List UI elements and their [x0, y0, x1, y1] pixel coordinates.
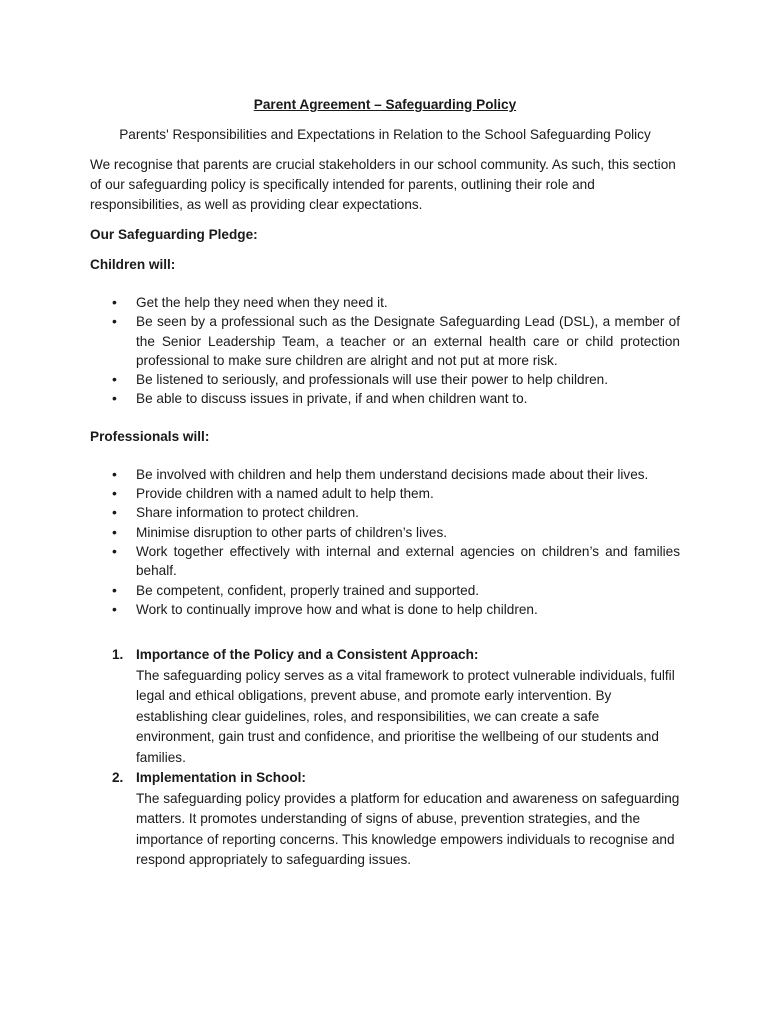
- section-title: Importance of the Policy and a Consistent Approach:: [136, 647, 479, 663]
- document-subtitle: Parents' Responsibilities and Expectations in Relation to the School Safeguarding Policy: [119, 127, 651, 142]
- numbered-section: [90, 768, 680, 871]
- section-body: The safeguarding policy serves as a vital framework to protect vulnerable individuals, fulfil legal and ethical obligations, prevent abuse, and promote early intervention. By establishing clear guidelines, roles, and responsibilities, we can create a safe environment, gain trust and confidence, and prioritise the wellbeing of our students and families.: [136, 667, 675, 765]
- list-item: • Be competent, confident, properly trained and supported.: [90, 581, 680, 600]
- section-title: Implementation in School:: [136, 770, 306, 786]
- section-number: 2.: [112, 770, 124, 786]
- document-title: Parent Agreement – Safeguarding Policy: [253, 97, 517, 112]
- numbered-sections: [90, 645, 680, 871]
- children-heading: Children will:: [90, 257, 176, 272]
- section-body: The safeguarding policy provides a platform for education and awareness on safeguarding matters. It promotes understanding of signs of abuse, prevention strategies, and the importance of reporting concerns. This knowledge empowers individuals to recognise and respond appropriately to safeguarding issues.: [136, 790, 680, 868]
- section-number: 1.: [112, 647, 124, 663]
- list-item: • Get the help they need when they need it.: [90, 293, 680, 312]
- list-item: • Work to continually improve how and what is done to help children.: [90, 600, 680, 619]
- children-list: [90, 293, 680, 409]
- intro-paragraph: We recognise that parents are crucial stakeholders in our school community. As such, this section of our safeguarding policy is specifically intended for parents, outlining their role and responsibilities, as well as providing clear expectations.: [90, 157, 676, 212]
- professionals-list: [90, 465, 680, 619]
- list-item: • Provide children with a named adult to help them.: [90, 484, 680, 503]
- list-item: • Be seen by a professional such as the Designate Safeguarding Lead (DSL), a member of the Senior Leadership Team, a teacher or an external health care or child protection professional to make sure children are alright and not put at more risk.: [90, 312, 680, 370]
- list-item: • Minimise disruption to other parts of children’s lives.: [90, 523, 680, 542]
- list-item: • Be listened to seriously, and professionals will use their power to help children.: [90, 370, 680, 389]
- pledge-heading: Our Safeguarding Pledge:: [90, 227, 258, 242]
- numbered-section: [90, 645, 680, 768]
- list-item: • Be involved with children and help them understand decisions made about their lives.: [90, 465, 680, 484]
- professionals-heading: Professionals will:: [90, 428, 210, 444]
- list-item: • Be able to discuss issues in private, if and when children want to.: [90, 389, 680, 408]
- list-item: • Work together effectively with internal and external agencies on children’s and families behalf.: [90, 542, 680, 581]
- list-item: • Share information to protect children.: [90, 503, 680, 522]
